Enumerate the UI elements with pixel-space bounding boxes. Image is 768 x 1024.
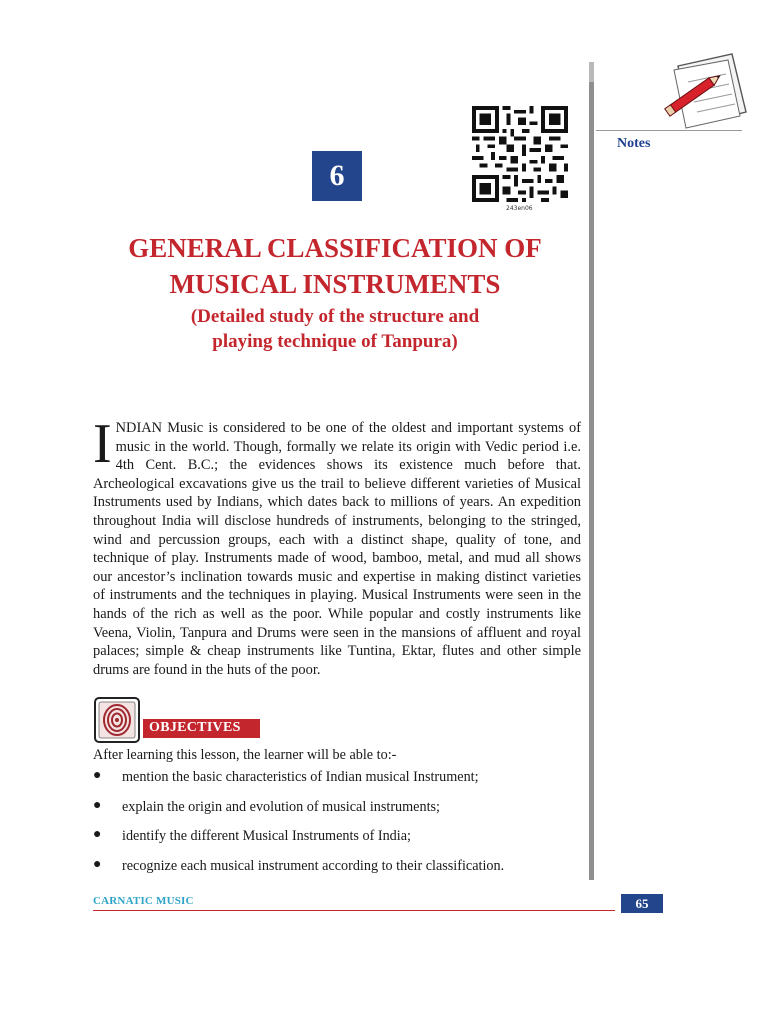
bullet: ● [93, 768, 102, 783]
chapter-title-line-2: MUSICAL INSTRUMENTS [169, 269, 501, 299]
bullet: ● [93, 797, 102, 813]
objectives-lead: After learning this lesson, the learner will be able to:- [93, 747, 397, 763]
bullet: ● [93, 856, 102, 872]
footer-rule [93, 910, 615, 911]
footer-subject: CARNATIC MUSIC [93, 895, 194, 907]
qr-caption: 243en06 [506, 205, 533, 212]
notes-rule [596, 130, 742, 131]
margin-rule-cap [589, 62, 594, 82]
target-icon [94, 697, 140, 743]
margin-rule [589, 62, 594, 880]
bullet: ● [93, 827, 102, 842]
page-number: 65 [621, 894, 663, 913]
objective-text: identify the different Musical Instruments of India; [122, 828, 411, 844]
qr-code[interactable] [470, 106, 570, 202]
notes-label: Notes [617, 136, 651, 151]
chapter-subtitle-line-1: (Detailed study of the structure and [190, 306, 480, 327]
chapter-title-line-1: GENERAL CLASSIFICATION OF [128, 233, 542, 263]
drop-cap: I [93, 413, 112, 475]
chapter-number: 6 [312, 151, 362, 201]
chapter-subtitle-line-2: playing technique of Tanpura) [212, 331, 458, 352]
intro-text: NDIAN Music is considered to be one of the oldest and important systems of music in the world. Though, formally we relate its origin with Vedic period i.e. 4th Cent. B.C.; the evidences shows its existence much before that. Archeological excavations give us the trail to believe different varieties of Musical Instruments used by Indians, which dates back to millions of years. An expedition throughout India will disclose hundreds of instruments, belonging to the stringed, wind and percussion groups, each with a distinct shape, quality of tone, and technique of play. Instruments made of wood, bamboo, metal, and mud all shows our ancestor’s inclination towards music and expertise in making distinct varieties of instruments and the techniques in playing. Musical Instruments were seen in the hands of the rich as well as the poor. While popular and costly instruments like Veena, Violin, Tanpura and Drums were seen in the mansions of affluent and royal palaces; simple & cheap instruments like Tuntina, Ektar, flutes and other simple drums are found in the huts of the poor. [93, 420, 581, 678]
objective-text: recognize each musical instrument according to their classification. [122, 857, 505, 874]
objectives-heading: OBJECTIVES [149, 720, 241, 735]
intro-paragraph [93, 413, 581, 679]
notepad-pencil-icon [660, 52, 750, 134]
objective-text: explain the origin and evolution of musical instruments; [122, 798, 440, 815]
objective-text: mention the basic characteristics of Indian musical Instrument; [122, 769, 479, 785]
